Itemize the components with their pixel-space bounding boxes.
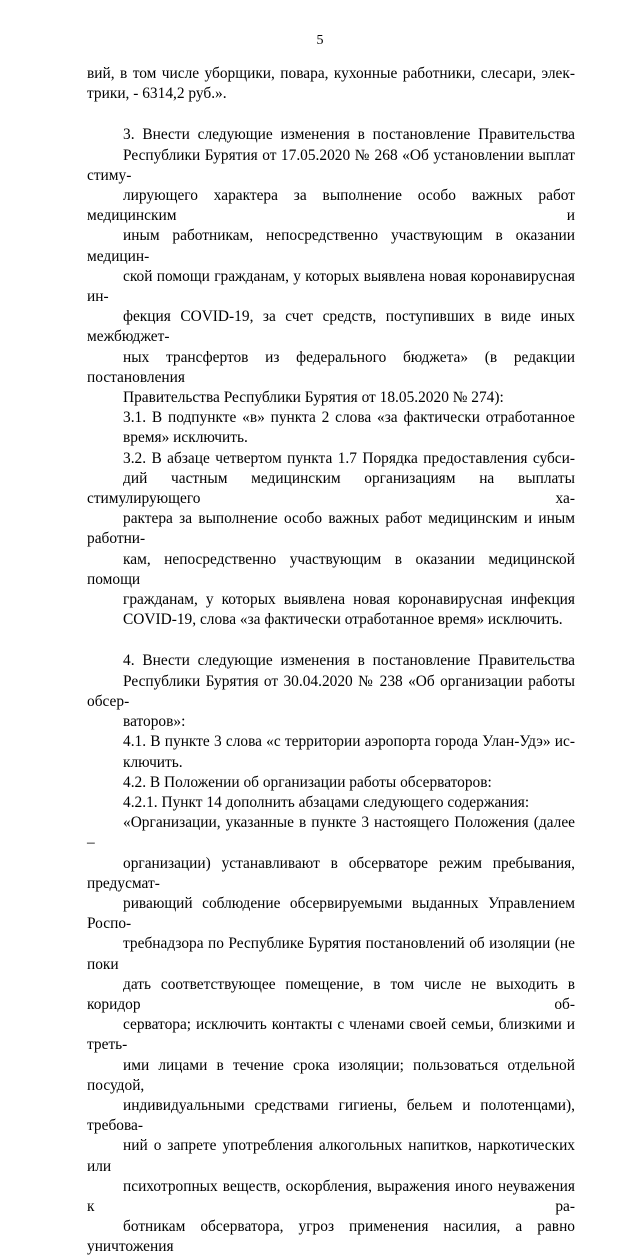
text-line: индивидуальными средствами гигиены, бельем и полотенцами), требова- — [87, 1096, 575, 1135]
page-number: 5 — [316, 33, 324, 48]
paragraph-item-4-1 — [87, 732, 575, 772]
paragraph-item-3 — [87, 125, 575, 408]
paragraph-quote — [87, 813, 575, 1257]
text-line: гражданам, у которых выявлена новая коронавирусная инфекция — [123, 591, 575, 609]
text-line: рактера за выполнение особо важных работ медицинским и иным работни- — [87, 510, 575, 548]
text-line: COVID-19, слова «за фактически отработанное время» исключить. — [123, 611, 563, 629]
text-line: ний о запрете употребления алкогольных напитков, наркотических или — [87, 1137, 575, 1175]
text-line: организации) устанавливают в обсерваторе режим пребывания, предусмат- — [87, 854, 575, 892]
text-line: иным работникам, непосредственно участвующим в оказании медицин- — [87, 227, 575, 265]
text-line: фекция COVID-19, за счет средств, поступивших в виде иных межбюджет- — [87, 308, 575, 346]
text-line: Правительства Республики Бурятия от 18.05.2020 № 274): — [123, 389, 504, 407]
text-line: дий частным медицинским организациям на выплаты стимулирующего ха- — [87, 469, 575, 508]
text-line: 4.1. В пункте 3 слова «с территории аэропорта города Улан-Удэ» ис- — [123, 733, 575, 751]
paragraph-item-3-2 — [87, 449, 575, 631]
text-line: лирующего характера за выполнение особо важных работ медицинским и — [87, 187, 575, 225]
text-line: 4.2.1. Пункт 14 дополнить абзацами следующего содержания: — [123, 793, 530, 811]
paragraph-item-4-2-1 — [87, 793, 575, 813]
paragraph-item-3-1 — [87, 408, 575, 448]
text-line: вий, в том числе уборщики, повара, кухонные работники, слесари, элек- — [87, 65, 575, 82]
text-line: дать соответствующее помещение, в том числе не выходить в коридор об- — [87, 975, 575, 1013]
document-body — [87, 64, 575, 1258]
text-line: кам, непосредственно участвующим в оказании медицинской помощи — [87, 550, 575, 588]
text-line: ных трансфертов из федерального бюджета» (в редакции постановления — [87, 348, 575, 386]
text-line: 4. Внести следующие изменения в постановление Правительства — [123, 652, 575, 670]
paragraph-item-4 — [87, 651, 575, 732]
text-line: ботникам обсерватора, угроз применения насилия, а равно уничтожения — [87, 1218, 575, 1256]
paragraph-item-4-2 — [87, 773, 575, 793]
text-line: 3. Внести следующие изменения в постановление Правительства — [123, 126, 575, 144]
text-line: психотропных веществ, оскорбления, выражения иного неуважения к ра- — [87, 1177, 575, 1215]
text-line: Республики Бурятия от 30.04.2020 № 238 «Об организации работы обсер- — [87, 672, 575, 710]
paragraph-continuation — [87, 64, 575, 104]
text-line: трики, - 6314,2 руб.». — [87, 85, 227, 103]
text-line: ключить. — [123, 753, 183, 771]
text-line: ривающий соблюдение обсервируемыми выданных Управлением Роспо- — [87, 894, 575, 933]
text-line: «Организации, указанные в пункте 3 настоящего Положения (далее – — [87, 814, 575, 852]
text-line: время» исключить. — [123, 429, 248, 447]
text-line: Республики Бурятия от 17.05.2020 № 268 «Об установлении выплат стиму- — [87, 146, 575, 184]
text-line: 3.2. В абзаце четвертом пункта 1.7 Порядка предоставления субси- — [123, 449, 575, 467]
text-line: ваторов»: — [123, 713, 186, 731]
text-line: ской помощи гражданам, у которых выявлена новая коронавирусная ин- — [87, 267, 575, 306]
text-line: требнадзора по Республике Бурятия постановлений об изоляции (не поки — [87, 935, 575, 973]
text-line: 4.2. В Положении об организации работы обсерваторов: — [123, 773, 492, 791]
text-line: ими лицами в течение срока изоляции; пользоваться отдельной посудой, — [87, 1056, 575, 1094]
text-line: 3.1. В подпункте «в» пункта 2 слова «за фактически отработанное — [123, 409, 575, 427]
text-line: серватора; исключить контакты с членами своей семьи, близкими и треть- — [87, 1016, 575, 1054]
